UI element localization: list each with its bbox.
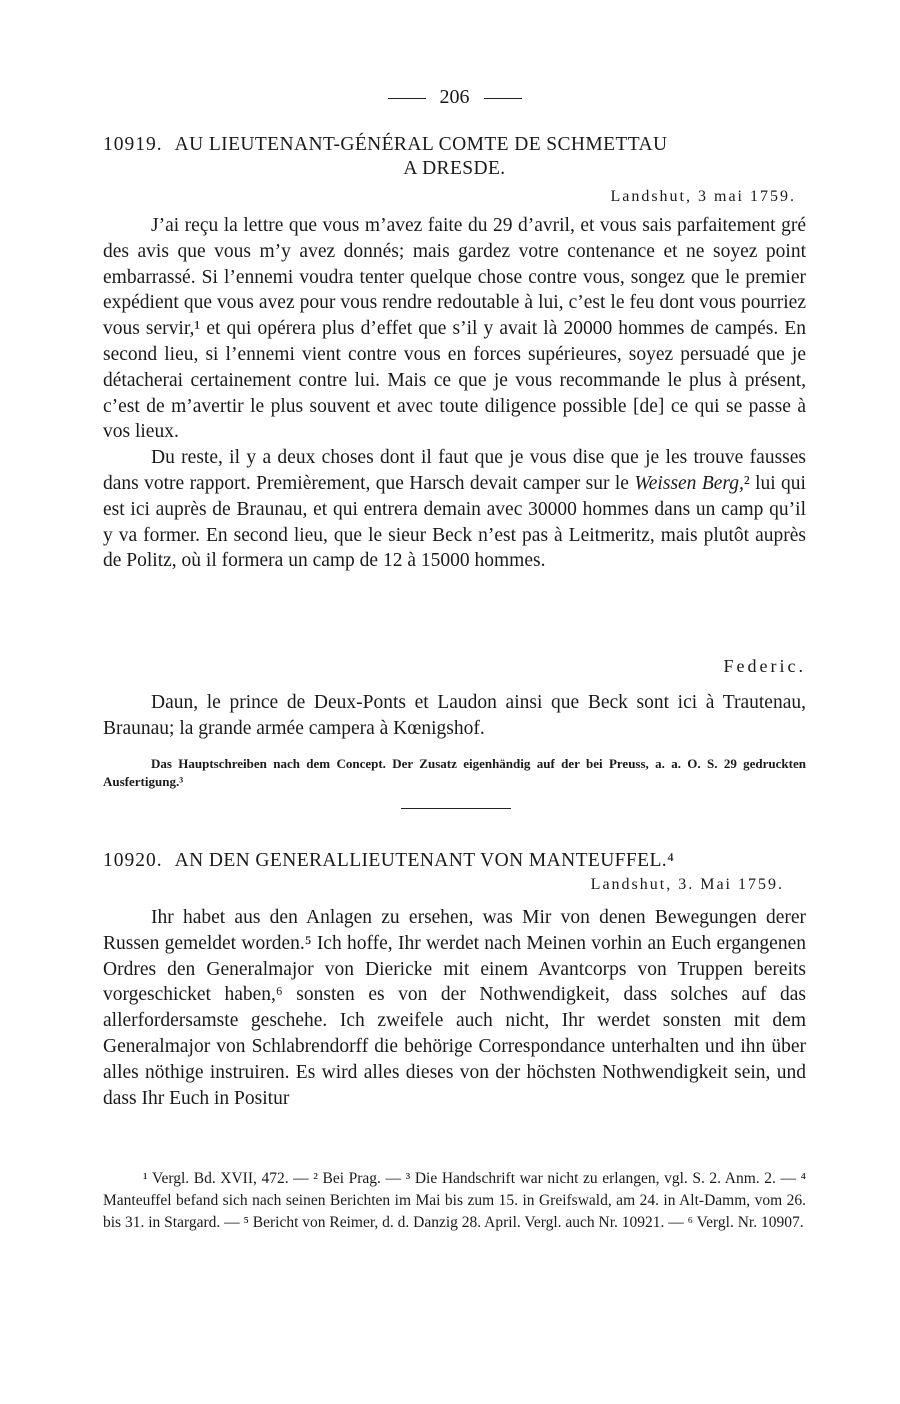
paragraph-text: ² lui qui est ici auprès de Braunau, et qui entrera demain avec 30000 hommes dans un camp qu’il y va former. En second lieu, que le sieur Beck n’est pas à Leitmeritz, mais plutôt auprès de Politz, où il formera un camp de 12 à 15000 hommes. xyxy=(103,472,806,572)
postscript xyxy=(103,690,806,742)
section-divider xyxy=(401,808,511,809)
letter-10919-dateline: Landshut, 3 mai 1759. xyxy=(610,188,796,205)
source-note xyxy=(103,755,806,791)
footnotes xyxy=(103,1168,806,1234)
letter-10919-heading xyxy=(103,133,806,181)
letter-title: AN DEN GENERALLIEUTENANT VON MANTEUFFEL.⁴ xyxy=(174,850,675,871)
letter-title-line1: AU LIEUTENANT-GÉNÉRAL COMTE DE SCHMETTAU xyxy=(174,134,668,155)
body-paragraph: J’ai reçu la lettre que vous m’avez faite du 29 d’avril, et vous sais parfaitement gré des avis que vous m’y avez donnés; mais gardez votre contenance et ne soyez point embarrassé. Si l’ennemi voudra tenter quelque chose contre vous, songez que le premier expédient que vous avez pour vous rendre redoutable à lui, c’est le feu dont vous pourriez vous servir,¹ et qui opérera plus d’effet que s’il y avait là 20000 hommes de campés. En second lieu, si l’ennemi vient contre vous en forces supérieures, soyez persuadé que je détacherai certainement contre lui. Mais ce que je vous recommande le plus à présent, c’est de m’avertir le plus souvent et avec toute diligence possible [de] ce qui se passe à vos lieux. xyxy=(103,215,806,443)
footnotes-text: ¹ Vergl. Bd. XVII, 472. — ² Bei Prag. — ³ Die Handschrift war nicht zu erlangen, vgl. S. 2. Anm. 2. — ⁴ Manteuffel befand sich nach seinen Berichten im Mai bis zum 15. in Greifswald, am 24. in Alt-Damm, vom 26. bis 31. in Stargard. — ⁵ Bericht von Reimer, d. d. Danzig 28. April. Vergl. auch Nr. 10921. — ⁶ Vergl. Nr. 10907. xyxy=(103,1170,806,1231)
letter-10920-dateline: Landshut, 3. Mai 1759. xyxy=(590,876,784,893)
letter-10920-heading xyxy=(103,849,806,873)
letter-10920-body xyxy=(103,905,806,1111)
page-number-dash-left xyxy=(388,98,426,99)
signature: Federic. xyxy=(723,656,806,676)
source-note-text: Das Hauptschreiben nach dem Concept. Der Zusatz eigenhändig auf der bei Preuss, a. a. O. S. 29 gedruckten Ausfertigung.³ xyxy=(103,756,806,789)
letter-number: 10919. xyxy=(103,134,163,155)
paragraph-text: Du reste, il y a deux choses dont il faut que je vous dise que je les trouve fausses dans votre rapport. Premièrement, que Harsch devait camper sur le xyxy=(103,447,806,494)
letter-10919-body xyxy=(103,213,806,574)
page-number-text: 206 xyxy=(439,86,470,108)
letter-number: 10920. xyxy=(103,850,163,871)
body-paragraph: Ihr habet aus den Anlagen zu ersehen, was Mir von denen Bewegungen derer Russen gemeldet worden.⁵ Ich hoffe, Ihr werdet nach Meinen vorhin an Euch ergangenen Ordres den Generalmajor von Diericke mit einem Avantcorps von Truppen bereits vorgeschicket haben,⁶ sonsten es von der Nothwendigkeit, dass solches auf das allerfordersamste geschehe. Ich zweifele auch nicht, Ihr werdet sonsten mit dem Generalmajor von Schlabrendorff die behörige Correspondance unterhalten und ihn über alles nöthige instruiren. Es wird alles dieses von der höchsten Nothwendigkeit sein, und dass Ihr Euch in Positur xyxy=(103,907,806,1109)
place-name-italic: Weissen Berg, xyxy=(634,472,744,494)
body-paragraph xyxy=(103,445,806,574)
letter-title-line2: A DRESDE. xyxy=(403,158,506,179)
page-number-dash-right xyxy=(484,98,522,99)
postscript-text: Daun, le prince de Deux-Ponts et Laudon ainsi que Beck sont ici à Trautenau, Braunau; la grande armée campera à Kœnigshof. xyxy=(103,692,806,739)
page-number xyxy=(103,86,806,109)
